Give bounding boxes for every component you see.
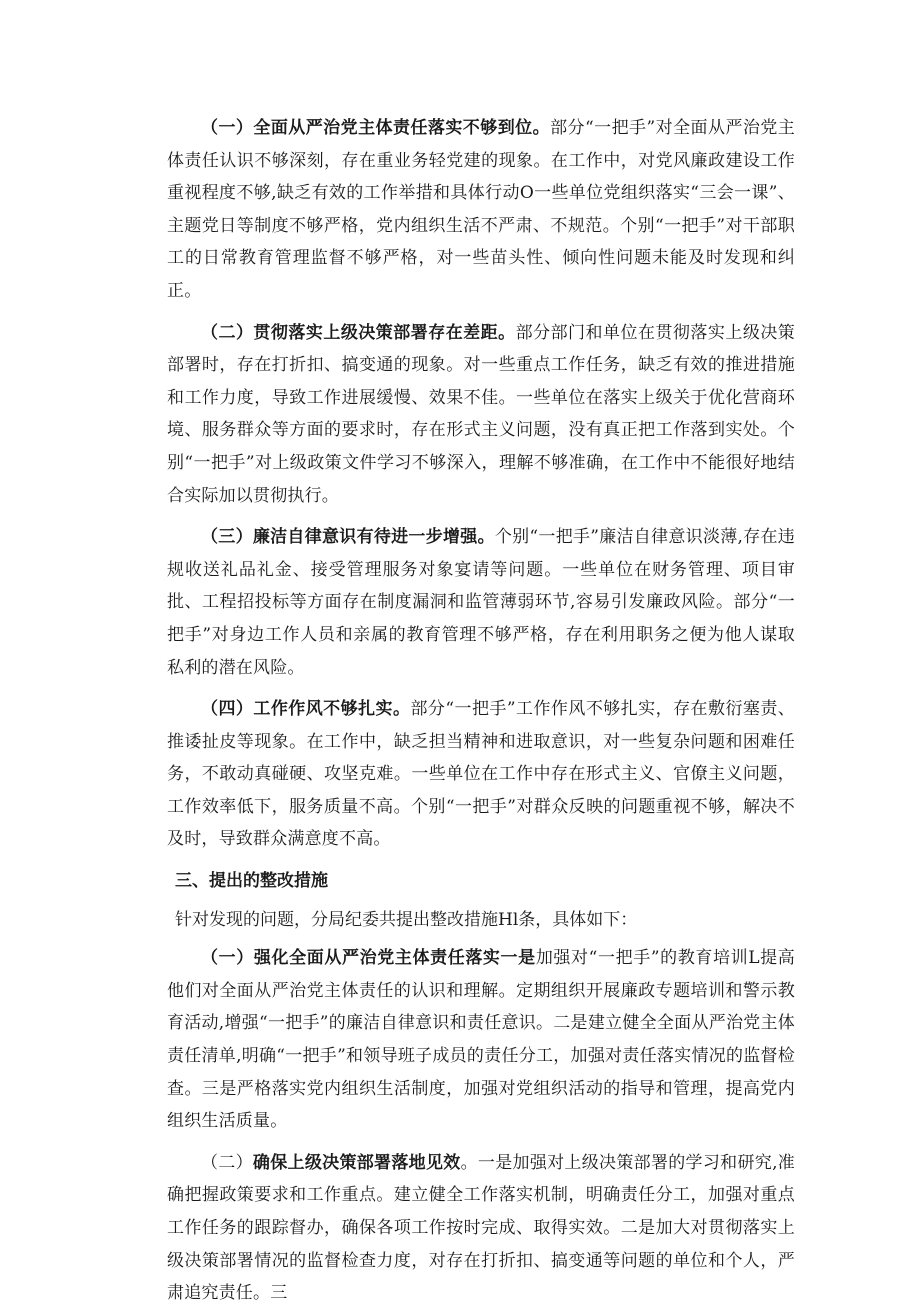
- section-1-heading: （一）全面从严治党主体责任落实不够到位。: [201, 118, 551, 138]
- chapter-heading: 三、提出的整改措施: [175, 871, 328, 892]
- section-4-heading: （四）工作作风不够扎实。: [201, 699, 411, 720]
- measure-2-body: 。一是加强对上级决策部署的学习和研究,准确把握政策要求和工作重点。建立健全工作落实机制，明确责任分工，加强对重点工作任务的跟踪督办，确保各项工作按时完成、取得实效。二是加大对贯彻落实上级决策部署情况的监督检查力度，对存在打折扣、搞变通等问题的单位和个人，严肃追究责任。三: [167, 1152, 795, 1304]
- section-3-heading: （三）廉洁自律意识有待进一步增强。: [201, 527, 495, 548]
- measure-1-body: 加强对“一把手”的教育培训L提高他们对全面从严治党主体责任的认识和理解。定期组织开展廉政专题培训和警示教育活动,增强“一把手”的廉洁自律意识和责任意识。二是建立健全全面从严治党主体责任清单,明确“一把手”和领导班子成员的责任分工，加强对责任落实情况的监督检查。三是严格落实党内组织生活制度，加强对党组织活动的指导和管理，提高党内组织生活质量。: [167, 948, 795, 1132]
- section-3: [167, 521, 795, 684]
- measures-intro: 针对发现的问题，分局纪委共提出整改措施Hl条，具体如下：: [175, 909, 638, 930]
- section-1-body: 部分“一把手”对全面从严治党主体责任认识不够深刻，存在重业务轻党建的现象。在工作中，对党风廉政建设工作重视程度不够,缺乏有效的工作举措和具体行动O一些单位党组织落实“三会一课”、主题党日等制度不够严格，党内组织生活不严肃、不规范。个别“一把手”对干部职工的日常教育管理监督不够严格，对一些苗头性、倾向性问题未能及时发现和纠正。: [167, 118, 796, 301]
- section-4: [167, 693, 795, 856]
- measure-1-heading: （一）强化全面从严治党主体责任落实一是: [201, 948, 536, 969]
- measure-2-number: （二）: [201, 1152, 253, 1173]
- section-2: [167, 317, 795, 513]
- section-2-body: 部分部门和单位在贯彻落实上级决策部署时，存在打折扣、搞变通的现象。对一些重点工作任务，缺乏有效的推进措施和工作力度，导致工作进展缓慢、效果不佳。一些单位在落实上级关于优化营商环境、服务群众等方面的要求时，存在形式主义问题，没有真正把工作落到实处。个别“一把手”对上级政策文件学习不够深入，理解不够准确，在工作中不能很好地结合实际加以贯彻执行。: [167, 322, 796, 506]
- document-page: [167, 112, 795, 1310]
- section-4-body: 部分“一把手”工作作风不够扎实，存在敷衍塞责、推诿扯皮等现象。在工作中，缺乏担当精神和进取意识，对一些复杂问题和困难任务，不敢动真碰硬、攻坚克难。一些单位在工作中存在形式主义、官僚主义问题，工作效率低下，服务质量不高。个别“一把手”对群众反映的问题重视不够，解决不及时，导致群众满意度不高。: [167, 699, 796, 850]
- section-1: [167, 112, 795, 308]
- measure-2-heading: 确保上级决策部署落地见效: [252, 1152, 461, 1173]
- measure-2: [167, 1147, 795, 1310]
- section-3-body: 个别“一把手”廉洁自律意识淡薄,存在违规收送礼品礼金、接受管理服务对象宴请等问题。一些单位在财务管理、项目审批、工程招投标等方面存在制度漏洞和监管薄弱环节,容易引发廉政风险。部分“一把手”对身边工作人员和亲属的教育管理不够严格，存在利用职务之便为他人谋取私利的潜在风险。: [167, 527, 795, 678]
- section-2-heading: （二）贯彻落实上级决策部署存在差距。: [201, 322, 516, 343]
- measure-1: [167, 942, 795, 1138]
